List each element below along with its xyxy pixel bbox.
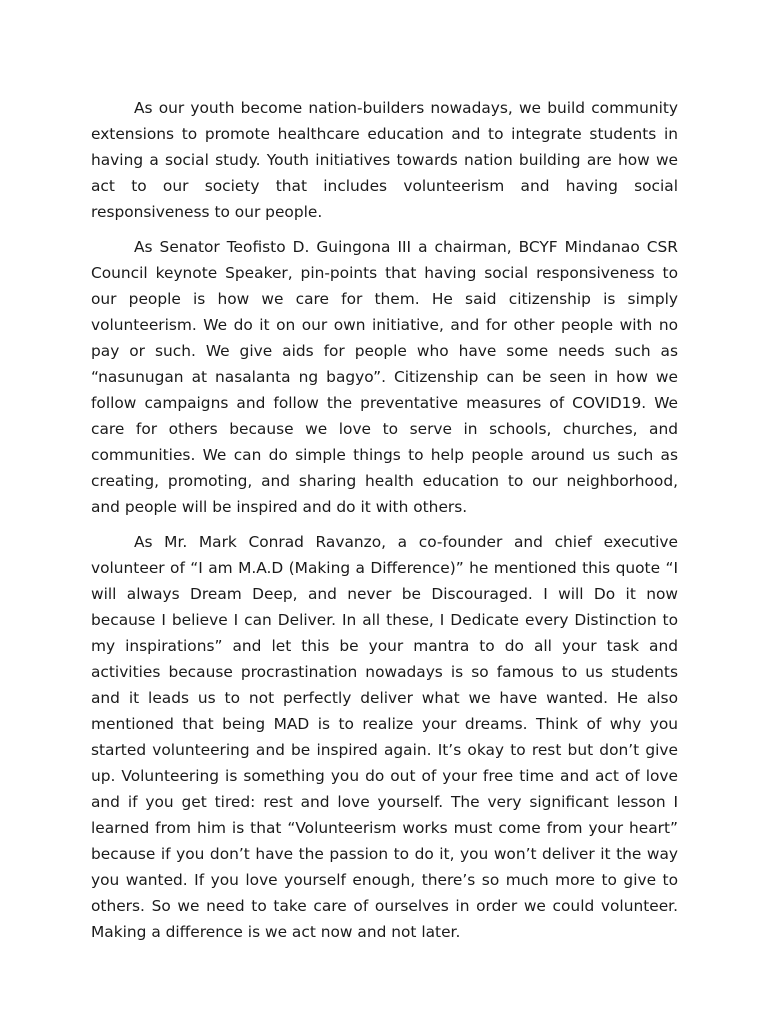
document-body — [91, 95, 678, 954]
paragraph-youth-nation-builders: As our youth become nation-builders nowadays, we build community extensions to promote healthcare education and to integrate students in having a social study. Youth initiatives towards nation building are how we act to our society that includes volunteerism and having social responsiveness to our people. — [91, 99, 678, 221]
paragraph-mark-ravanzo: As Mr. Mark Conrad Ravanzo, a co-founder and chief executive volunteer of “I am M.A.D (Making a Difference)” he mentioned this quote “I will always Dream Deep, and never be Discouraged. I will Do it now because I believe I can Deliver. In all these, I Dedicate every Distinction to my inspirations” and let this be your mantra to do all your task and activities because procrastination nowadays is so famous to us students and it leads us to not perfectly deliver what we have wanted. He also mentioned that being MAD is to realize your dreams. Think of why you started volunteering and be inspired again. It’s okay to rest but don’t give up. Volunteering is something you do out of your free time and act of love and if you get tired: rest and love yourself. The very significant lesson I learned from him is that “Volunteerism works must come from your heart” because if you don’t have the passion to do it, you won’t deliver it the way you wanted. If you love yourself enough, there’s so much more to give to others. So we need to take care of ourselves in order we could volunteer. Making a difference is we act now and not later. — [91, 533, 678, 941]
paragraph-senator-guingona: As Senator Teofisto D. Guingona III a chairman, BCYF Mindanao CSR Council keynote Speaker, pin-points that having social responsiveness to our people is how we care for them. He said citizenship is simply volunteerism. We do it on our own initiative, and for other people with no pay or such. We give aids for people who have some needs such as “nasunugan at nasalanta ng bagyo”. Citizenship can be seen in how we follow campaigns and follow the preventative measures of COVID19. We care for others because we love to serve in schools, churches, and communities. We can do simple things to help people around us such as creating, promoting, and sharing health education to our neighborhood, and people will be inspired and do it with others. — [91, 238, 678, 516]
